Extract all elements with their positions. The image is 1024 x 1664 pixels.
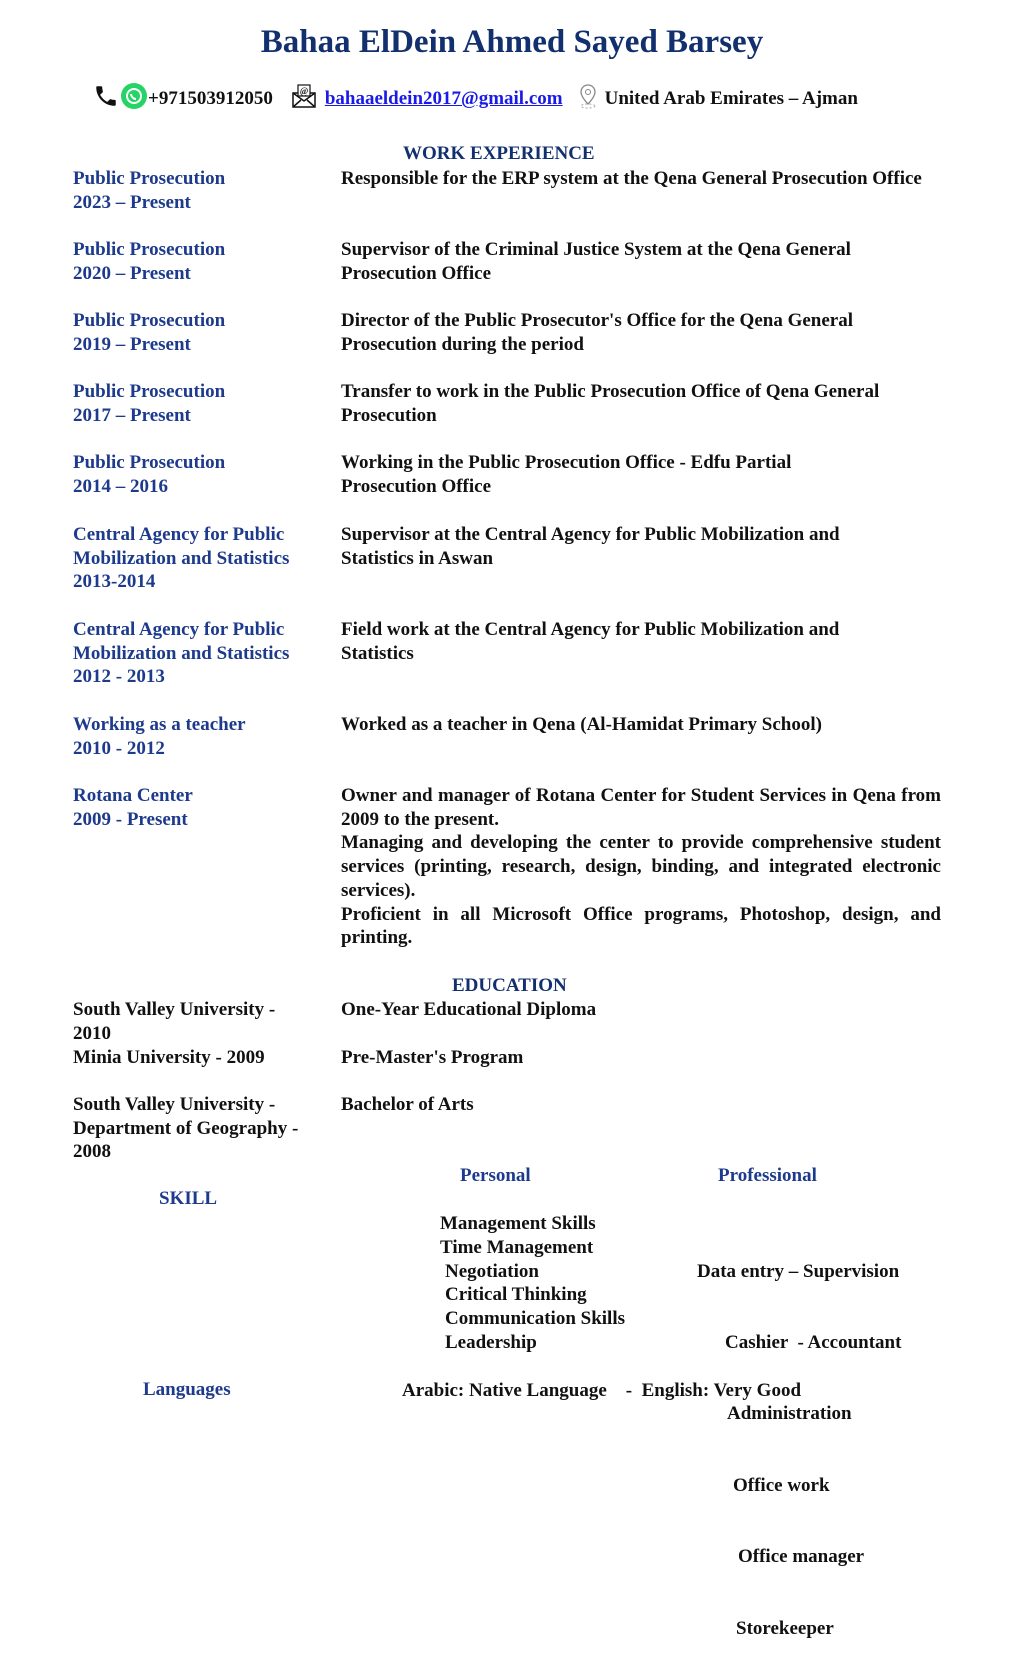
- work-org: Central Agency for Public Mobilization and Statistics 2012 - 2013: [73, 619, 290, 688]
- skill-item: Critical Thinking: [445, 1284, 587, 1306]
- work-desc: Worked as a teacher in Qena (Al-Hamidat Primary School): [341, 714, 822, 735]
- personal-skills-list: [440, 1212, 625, 1355]
- contact-bar: [92, 82, 858, 116]
- education-school: South Valley University - Department of Geography - 2008: [73, 1094, 299, 1163]
- work-org: Public Prosecution: [73, 310, 226, 331]
- skill-item: Administration: [727, 1403, 852, 1425]
- work-org: Working as a teacher: [73, 714, 246, 735]
- skill-item: Management Skills: [440, 1213, 596, 1234]
- education-degree: Pre-Master's Program: [341, 1047, 524, 1068]
- work-desc: Proficient in all Microsoft Office programs, Photoshop, design, and printing.: [341, 903, 941, 949]
- work-period: 2019 – Present: [73, 333, 191, 355]
- work-period: 2009 - Present: [73, 808, 188, 830]
- skill-item: Communication Skills: [445, 1308, 626, 1330]
- work-period: 2023 – Present: [73, 191, 191, 213]
- skill-item: Leadership: [445, 1331, 537, 1353]
- work-org: Central Agency for Public Mobilization and Statistics 2013-2014: [73, 524, 290, 593]
- languages-value: Arabic: Native Language - English: Very Good: [402, 1380, 802, 1401]
- work-org: Public Prosecution: [73, 381, 226, 402]
- education-school: Minia University - 2009: [73, 1047, 265, 1068]
- work-desc: Director of the Public Prosecutor's Office for the Qena General Prosecution during the period: [341, 310, 853, 355]
- work-desc: Supervisor of the Criminal Justice System at the Qena General Prosecution Office: [341, 239, 851, 284]
- location-pin-icon: [577, 83, 599, 115]
- skill-item: Time Management: [440, 1236, 594, 1258]
- education-degree: Bachelor of Arts: [341, 1094, 474, 1115]
- skill-item: Storekeeper: [736, 1617, 834, 1639]
- work-org: Public Prosecution: [73, 168, 226, 189]
- phone-icon: [92, 83, 120, 115]
- email-link[interactable]: bahaaeldein2017@gmail.com: [324, 88, 563, 109]
- svg-text:@: @: [299, 86, 309, 96]
- education-degree: One-Year Educational Diploma: [341, 999, 597, 1020]
- phone-number: +971503912050: [148, 88, 273, 109]
- work-desc: Transfer to work in the Public Prosecution Office of Qena General Prosecution: [341, 381, 880, 426]
- skills-heading: SKILL: [159, 1188, 218, 1209]
- work-period: 2010 - 2012: [73, 737, 165, 759]
- skill-item: Data entry – Supervision: [697, 1260, 900, 1282]
- work-period: 2017 – Present: [73, 404, 191, 426]
- skills-professional-heading: Professional: [718, 1165, 817, 1186]
- work-desc: Responsible for the ERP system at the Qena General Prosecution Office: [341, 168, 922, 189]
- work-desc: Supervisor at the Central Agency for Public Mobilization and Statistics in Aswan: [341, 524, 840, 569]
- resume-name: Bahaa ElDein Ahmed Sayed Barsey: [260, 24, 764, 60]
- education-school: South Valley University - 2010: [73, 999, 276, 1044]
- skill-item: Office manager: [738, 1546, 865, 1568]
- email-icon: [291, 84, 317, 114]
- work-org: Public Prosecution: [73, 452, 226, 473]
- work-period: 2014 – 2016: [73, 475, 168, 497]
- professional-skills-list: [697, 1212, 901, 1664]
- location-text: United Arab Emirates – Ajman: [604, 88, 858, 109]
- education-heading: EDUCATION: [452, 975, 567, 996]
- skill-item: Negotiation: [445, 1260, 539, 1282]
- work-desc: Working in the Public Prosecution Office - Edfu Partial Prosecution Office: [341, 452, 792, 497]
- whatsapp-icon: [120, 82, 148, 116]
- work-org: Rotana Center: [73, 785, 193, 806]
- work-desc: Field work at the Central Agency for Public Mobilization and Statistics: [341, 619, 840, 664]
- skills-personal-heading: Personal: [460, 1165, 531, 1186]
- languages-heading: Languages: [143, 1379, 231, 1400]
- work-desc: Owner and manager of Rotana Center for Student Services in Qena from 2009 to the present.: [341, 785, 941, 830]
- skill-item: Cashier - Accountant: [725, 1331, 902, 1353]
- work-desc: Managing and developing the center to provide comprehensive student services (printing, research, design, binding, and integrated electronic services).: [341, 832, 941, 901]
- work-org: Public Prosecution: [73, 239, 226, 260]
- work-experience-heading: WORK EXPERIENCE: [403, 143, 595, 164]
- skill-item: Office work: [733, 1474, 830, 1496]
- work-period: 2020 – Present: [73, 262, 191, 284]
